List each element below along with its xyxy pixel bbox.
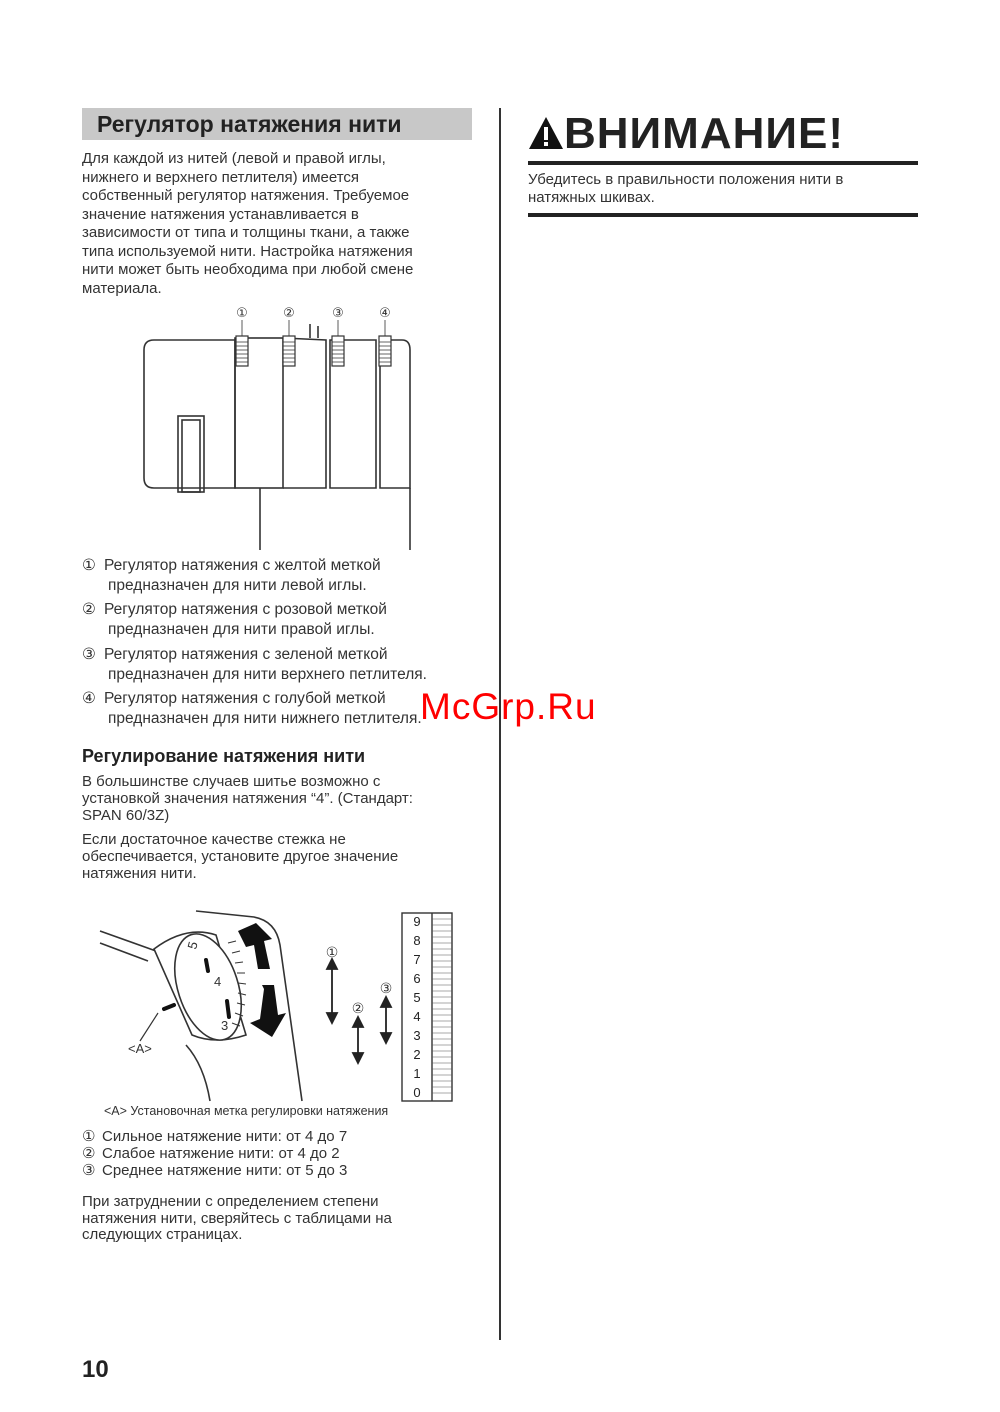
- para-line: При затруднении с определением степени: [82, 1193, 379, 1210]
- legend-text: предназначен для нити левой иглы.: [108, 577, 367, 594]
- figure1-label: ②: [283, 305, 295, 320]
- scale-number: 5: [413, 990, 421, 1005]
- mark-label: <A>: [128, 1041, 152, 1056]
- legend-text: Регулятор натяжения с розовой меткой: [104, 601, 387, 618]
- scale-number: 0: [413, 1085, 421, 1100]
- closing-paragraph: [82, 1194, 482, 1244]
- arrow-label: ③: [379, 980, 393, 996]
- range-text: Среднее натяжение нити: от 5 до 3: [102, 1162, 348, 1179]
- scale-number: 8: [413, 933, 421, 948]
- legend-number: ①: [82, 557, 96, 574]
- para-line: обеспечивается, установите другое значение: [82, 848, 399, 865]
- range-item: [82, 1162, 482, 1179]
- range-item: [82, 1128, 482, 1145]
- intro-line: значение натяжения устанавливается в: [82, 205, 359, 223]
- figure1-label: ①: [236, 305, 248, 320]
- range-number: ①: [82, 1128, 96, 1145]
- arrow-label: ②: [351, 1000, 365, 1016]
- warning-header: [528, 108, 844, 160]
- scale-number: 7: [413, 952, 421, 967]
- dial-number: 5: [184, 939, 201, 951]
- warning-line: Убедитесь в правильности положения нити в: [528, 171, 844, 188]
- warning-top-rule: [528, 161, 918, 165]
- scale-number: 6: [413, 971, 421, 986]
- para-line: натяжения нити.: [82, 865, 197, 882]
- section-title: Регулятор натяжения нити: [82, 108, 472, 140]
- warning-text: [528, 171, 918, 207]
- legend-text: Регулятор натяжения с зеленой меткой: [104, 646, 388, 663]
- tension-dials-diagram: [130, 300, 430, 550]
- legend-text: предназначен для нити правой иглы.: [108, 621, 375, 638]
- page-number: 10: [82, 1356, 109, 1383]
- legend-number: ③: [82, 646, 96, 663]
- legend-text: Регулятор натяжения с голубой меткой: [104, 690, 386, 707]
- range-text: Слабое натяжение нити: от 4 до 2: [102, 1145, 340, 1162]
- legend-text: предназначен для нити нижнего петлителя.: [108, 710, 422, 727]
- legend-item: [82, 600, 482, 640]
- warning-title: ВНИМАНИЕ!: [564, 109, 845, 158]
- para-line: следующих страницах.: [82, 1226, 243, 1243]
- intro-line: зависимости от типа и толщины ткани, а также: [82, 224, 410, 241]
- range-item: [82, 1145, 482, 1162]
- warning-line: натяжных шкивах.: [528, 189, 655, 206]
- figure1-label: ④: [379, 305, 391, 320]
- legend-text: предназначен для нити верхнего петлителя.: [108, 666, 427, 683]
- tension-adjustment-diagram: [96, 905, 466, 1105]
- legend-number: ②: [82, 601, 96, 618]
- scale-number: 4: [413, 1009, 421, 1024]
- intro-line: материала.: [82, 279, 162, 297]
- legend-number: ④: [82, 690, 96, 707]
- standard-paragraph: [82, 773, 482, 824]
- intro-line: нижнего и верхнего петлителя) имеется: [82, 168, 360, 186]
- intro-line: собственный регулятор натяжения. Требуемое: [82, 187, 410, 204]
- adjust-paragraph: [82, 831, 482, 882]
- legend-item: [82, 556, 482, 596]
- range-number: ③: [82, 1162, 96, 1179]
- intro-line: нити может быть необходима при любой смене: [82, 261, 414, 278]
- tension-ranges: [82, 1128, 482, 1179]
- scale-number: 2: [413, 1047, 421, 1062]
- watermark: McGrp.Ru: [420, 686, 597, 727]
- dial-number: 3: [221, 1018, 229, 1033]
- dial-number: 4: [214, 974, 222, 989]
- para-line: натяжения нити, сверяйтесь с таблицами на: [82, 1209, 392, 1227]
- intro-line: типа используемой нити. Настройка натяжения: [82, 242, 413, 260]
- arrow-label: ①: [325, 944, 339, 960]
- intro-line: Для каждой из нитей (левой и правой иглы,: [82, 150, 386, 167]
- scale-number: 1: [413, 1066, 421, 1081]
- warning-bottom-rule: [528, 213, 918, 217]
- figure-caption: <A> Установочная метка регулировки натяжения: [104, 1104, 389, 1118]
- figure1-label: ③: [332, 305, 344, 320]
- para-line: В большинстве случаев шитье возможно с: [82, 773, 381, 790]
- para-line: SPAN 60/3Z): [82, 807, 170, 824]
- scale-number: 9: [413, 914, 421, 929]
- intro-paragraph: [82, 150, 482, 298]
- range-text: Сильное натяжение нити: от 4 до 7: [102, 1128, 348, 1145]
- para-line: Если достаточное качестве стежка не: [82, 831, 346, 848]
- scale-number: 3: [413, 1028, 421, 1043]
- para-line: установкой значения натяжения “4”. (Стандарт:: [82, 790, 413, 807]
- legend-text: Регулятор натяжения с желтой меткой: [104, 557, 381, 574]
- subsection-title: Регулирование натяжения нити: [82, 746, 366, 766]
- legend-item: [82, 645, 492, 685]
- warning-icon: [528, 116, 564, 150]
- range-number: ②: [82, 1145, 96, 1162]
